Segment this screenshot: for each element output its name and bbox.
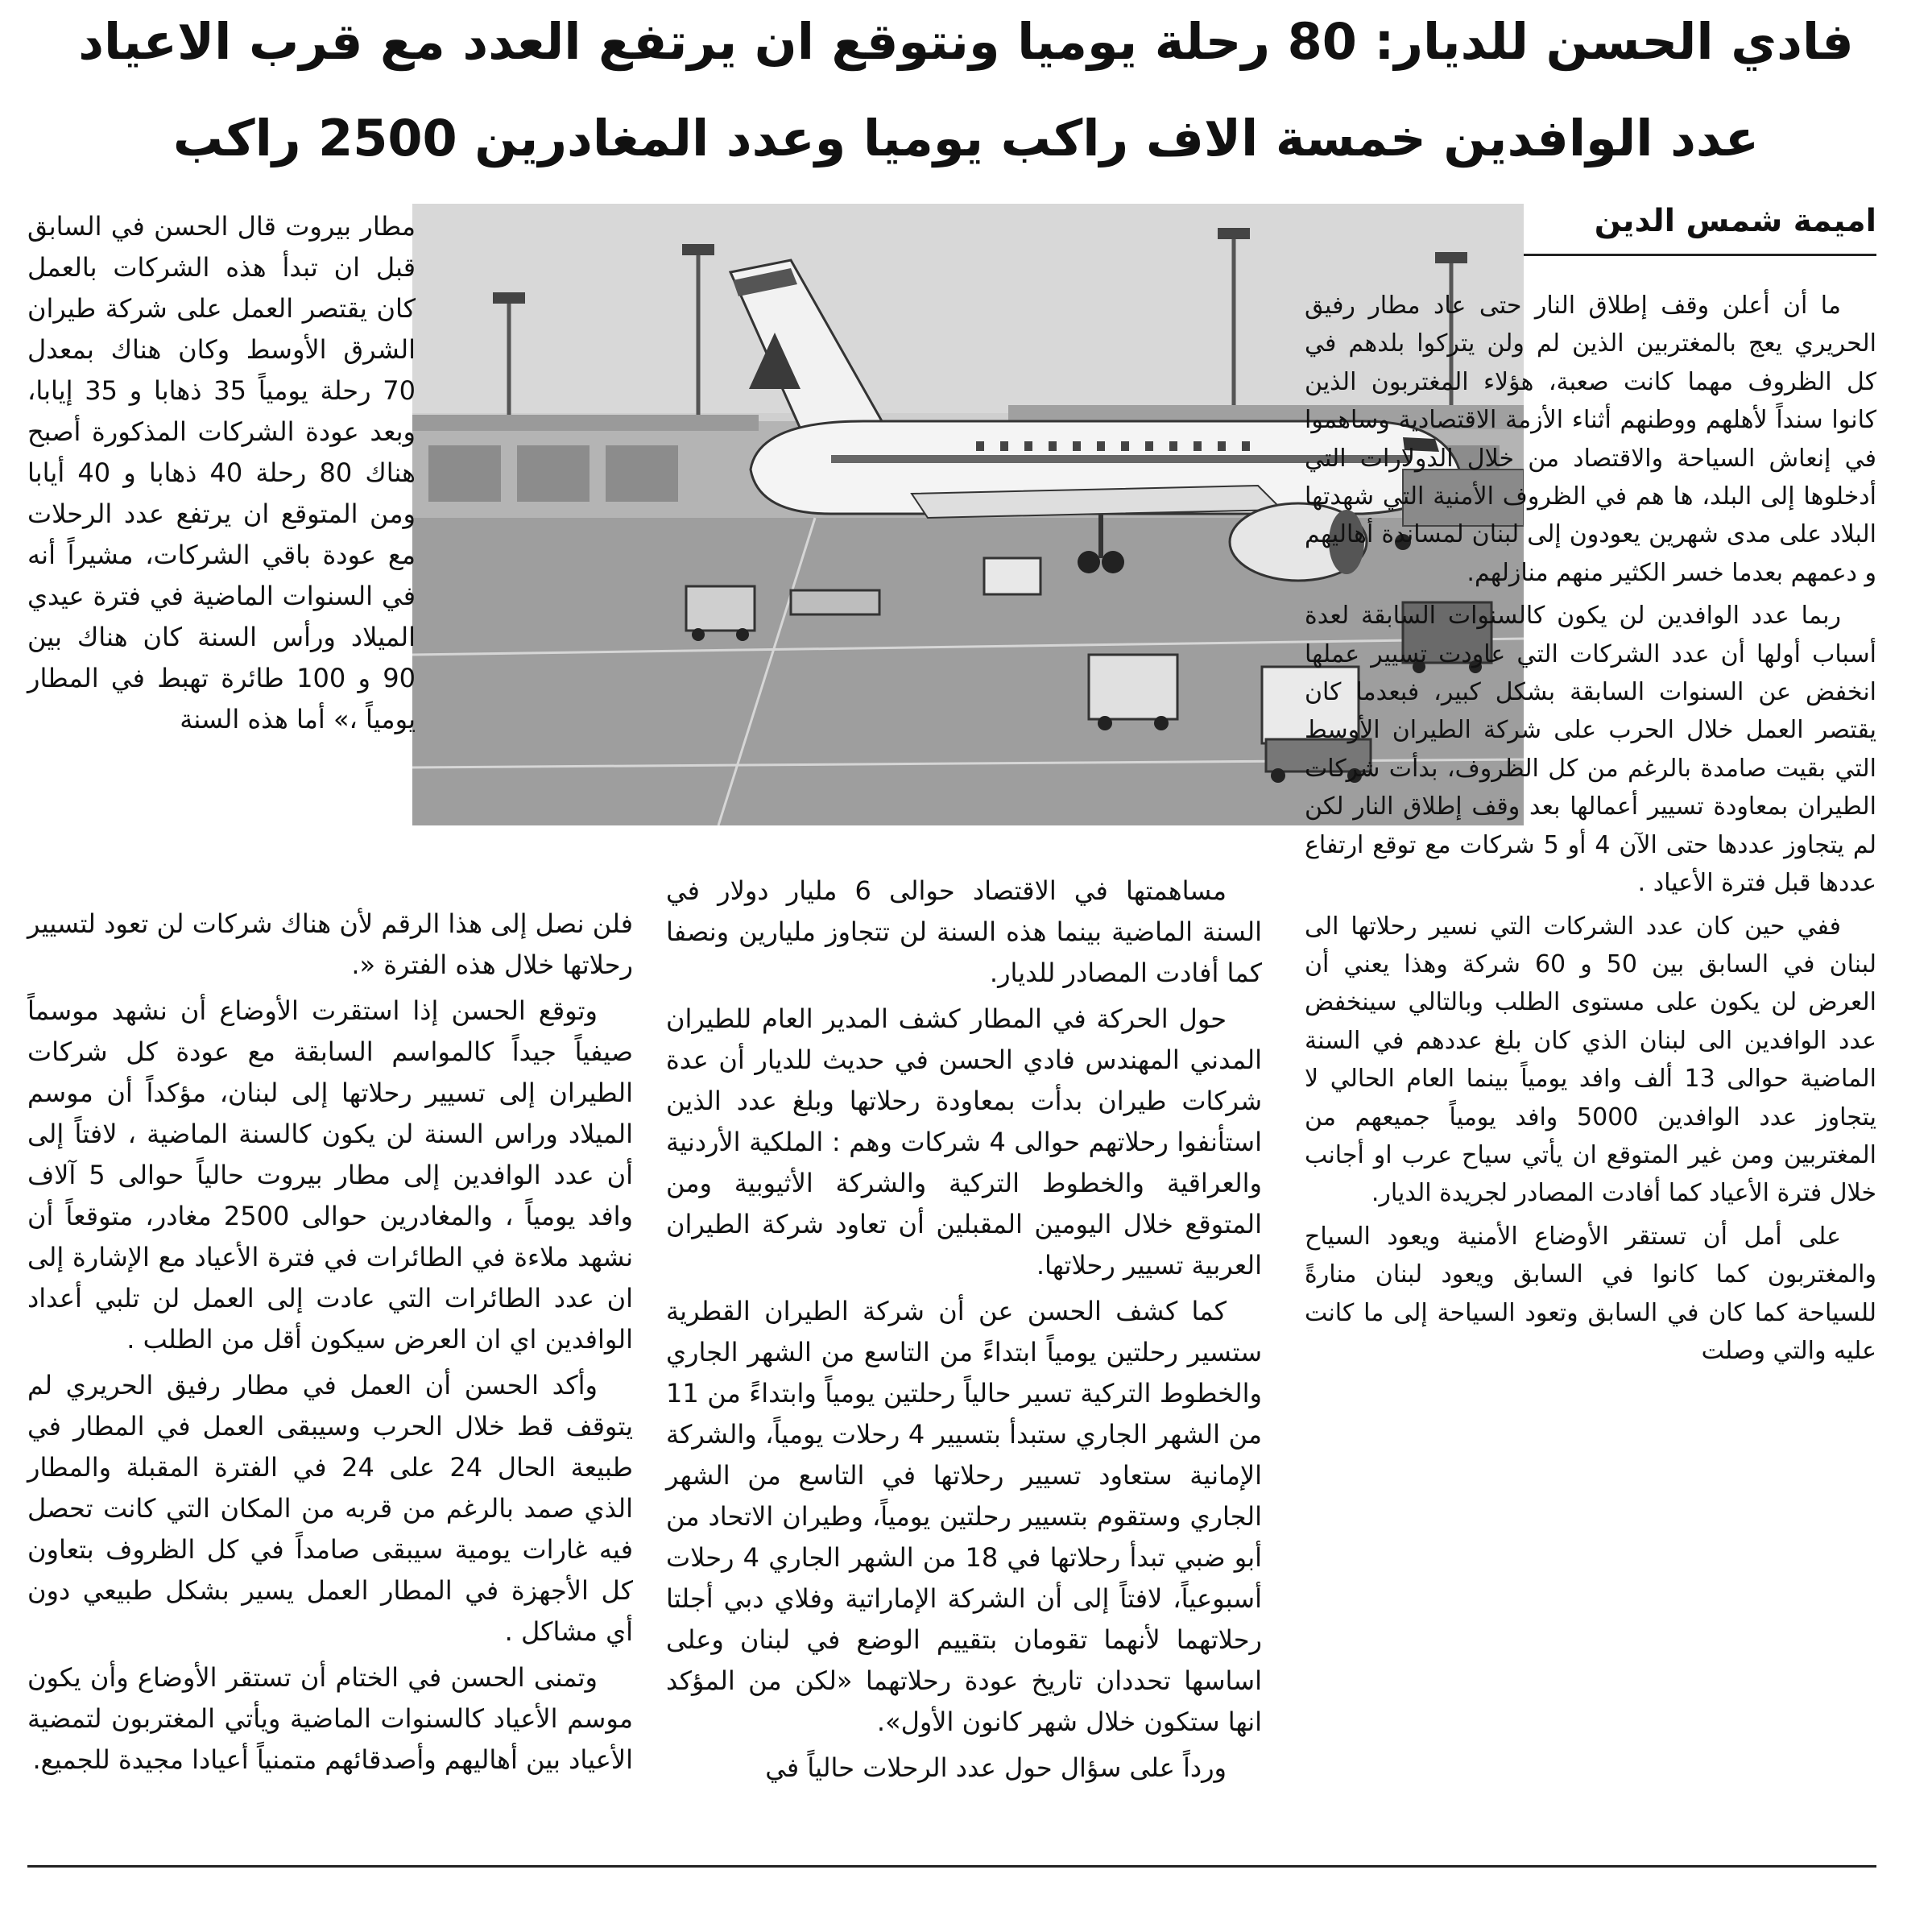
paragraph: ففي حين كان عدد الشركات التي نسير رحلاتها الى لبنان في السابق بين 50 و 60 شركة وهذا يعني أن العرض لن يكون على مستوى الطلب وبالتالي سينخفض عدد الوافدين الى لبنان الذي كان بلغ عددهم في السنة الماضية حوالى 13 ألف وافد يومياً بينما العام الحالي لا يتجاوز عدد الوافدين 5000 وافد يومياً جميعهم من المغتربين ومن غير المتوقع ان يأتي سياح عرب او أجانب خلال فترة الأعياد كما أفادت المصادر لجريدة الديار. — [1305, 912, 1876, 1208]
paragraph: وتمنى الحسن في الختام أن تستقر الأوضاع وأن يكون موسم الأعياد كالسنوات الماضية ويأتي المغتربون لتمضية الأعياد بين أهاليهم وأصدقائهم متمنياً أعيادا مجيدة للجميع. — [27, 1662, 633, 1775]
article-column-middle — [666, 871, 1262, 1793]
paragraph: ورداً على سؤال حول عدد الرحلات حالياً في — [765, 1752, 1227, 1783]
article-column-left-top — [27, 206, 416, 745]
headline-line-2: عدد الوافدين خمسة الاف راكب يوميا وعدد المغادرين 2500 راكب — [172, 109, 1760, 168]
byline: اميمة شمس الدين — [1295, 203, 1876, 256]
paragraph: كما كشف الحسن عن أن شركة الطيران القطرية ستسير رحلتين يومياً ابتداءً من التاسع من الشهر الجاري والخطوط التركية تسير حالياً رحلتين يومياً وابتداءً من 11 من الشهر الجاري ستبدأ بتسيير 4 رحلات يومياً، والشركة الإمانية ستعاود تسيير رحلاتها في التاسع من الشهر الجاري وستقوم بتسيير رحلتين يومياً، وطيران الاتحاد من أبو ضبي تبدأ رحلاتها في 18 من الشهر الجاري 4 رحلات أسبوعياً، لافتاً إلى أن الشركة الإماراتية وفلاي دبي أجلتا رحلاتهما لأنهما تقومان بتقييم الوضع في لبنان وعلى اساسها تحددان تاريخ عودة رحلاتهما «لكن من المؤكد انها ستكون خلال شهر كانون الأول». — [666, 1296, 1263, 1737]
paragraph: على أمل أن تستقر الأوضاع الأمنية ويعود السياح والمغتربون كما كانوا في السابق ويعود لبنان منارةً للسياحة كما كان في السابق وتعود السياحة إلى ما كانت عليه والتي وصلت — [1305, 1222, 1876, 1365]
paragraph: وأكد الحسن أن العمل في مطار رفيق الحريري لم يتوقف قط خلال الحرب وسيبقى العمل في المطار في طبيعة الحال 24 على 24 في الفترة المقبلة والمطار الذي صمد بالرغم من قربه من المكان التي كانت تحصل فيه غارات يومية سيبقى صامداً في كل الظروف بتعاون كل الأجهزة في المطار العمل يسير بشكل طبيعي دون أي مشاكل . — [27, 1370, 633, 1647]
article-column-right — [1305, 287, 1876, 1375]
paragraph: حول الحركة في المطار كشف المدير العام للطيران المدني المهندس فادي الحسن في حديث للديار أن عدة شركات طيران بدأت بمعاودة رحلاتها وبلغ عدد الذين استأنفوا رحلاتهم حوالى 4 شركات وهم : الملكية الأردنية والعراقية والخطوط التركية والشركة الأثيوبية ومن المتوقع خلال اليومين المقبلين أن تعاود شركة الطيران العربية تسيير رحلاتها. — [666, 1003, 1263, 1280]
article-column-left — [27, 904, 633, 1785]
paragraph: ربما عدد الوافدين لن يكون كالسنوات السابقة لعدة أسباب أولها أن عدد الشركات التي عاودت تسيير عملها انخفض عن السنوات السابقة بشكل كبير، فبعدما كان يقتصر العمل خلال الحرب على شركة الطيران الأوسط التي بقيت صامدة بالرغم من كل الظروف، بدأت شركات الطيران بمعاودة تسيير أعمالها بعد وقف إطلاق النار لكن لم يتجاوز عددها حتى الآن 4 أو 5 شركات مع توقع ارتفاع عددها قبل فترة الأعياد . — [1305, 602, 1876, 898]
paragraph: ما أن أعلن وقف إطلاق النار حتى عاد مطار رفيق الحريري يعج بالمغتربين الذين لم ولن يتركوا بلدهم في كل الظروف مهما كانت صعبة، هؤلاء المغتربون الذين كانوا سنداً لأهلهم ووطنهم أثناء الأزمة الاقتصادية وساهموا في إنعاش السياحة والاقتصاد من خلال الدولارات التي أدخلوها إلى البلد، ها هم في الظروف الأمنية التي شهدتها البلاد على مدى شهرين يعودون إلى لبنان لمساندة أهاليهم و دعمهم بعدما خسر الكثير منهم منازلهم. — [1305, 292, 1876, 587]
paragraph: فلن نصل إلى هذا الرقم لأن هناك شركات لن تعود لتسيير رحلاتها خلال هذه الفترة «. — [27, 908, 633, 980]
headline-line-1: فادي الحسن للديار: 80 رحلة يوميا ونتوقع ان يرتفع العدد مع قرب الاعياد — [78, 12, 1854, 71]
paragraph: مطار بيروت قال الحسن في السابق قبل ان تبدأ هذه الشركات بالعمل كان يقتصر العمل على شركة طيران الشرق الأوسط وكان هناك بمعدل 70 رحلة يومياً 35 ذهابا و 35 إيابا، وبعد عودة الشركات المذكورة أصبح هناك 80 رحلة 40 ذهابا و 40 أيابا ومن المتوقع ان يرتفع عدد الرحلات مع عودة باقي الشركات، مشيراً أنه في السنوات الماضية في فترة عيدي الميلاد ورأس السنة كان هناك بين 90 و 100 طائرة تهبط في المطار يومياً ،» أما هذه السنة — [27, 211, 416, 734]
paragraph: وتوقع الحسن إذا استقرت الأوضاع أن نشهد موسماً صيفياً جيداً كالمواسم السابقة مع عودة كل شركات الطيران إلى تسيير رحلاتها إلى لبنان، مؤكداً أن موسم الميلاد وراس السنة لن يكون كالسنة الماضية ، لافتاً إلى أن عدد الوافدين إلى مطار بيروت حالياً حوالى 5 آلاف وافد يومياً ، والمغادرين حوالى 2500 مغادر، متوقعاً أن نشهد ملاءة في الطائرات في فترة الأعياد مع الإشارة إلى ان عدد الطائرات التي عادت إلى العمل لن تلبي أعداد الوافدين اي ان العرض سيكون أقل من الطلب . — [27, 995, 634, 1355]
paragraph: مساهمتها في الاقتصاد حوالى 6 مليار دولار في السنة الماضية بينما هذه السنة لن تتجاوز مليارين ونصفا كما أفادت المصادر للديار. — [666, 875, 1262, 988]
bottom-divider — [27, 1865, 1876, 1868]
